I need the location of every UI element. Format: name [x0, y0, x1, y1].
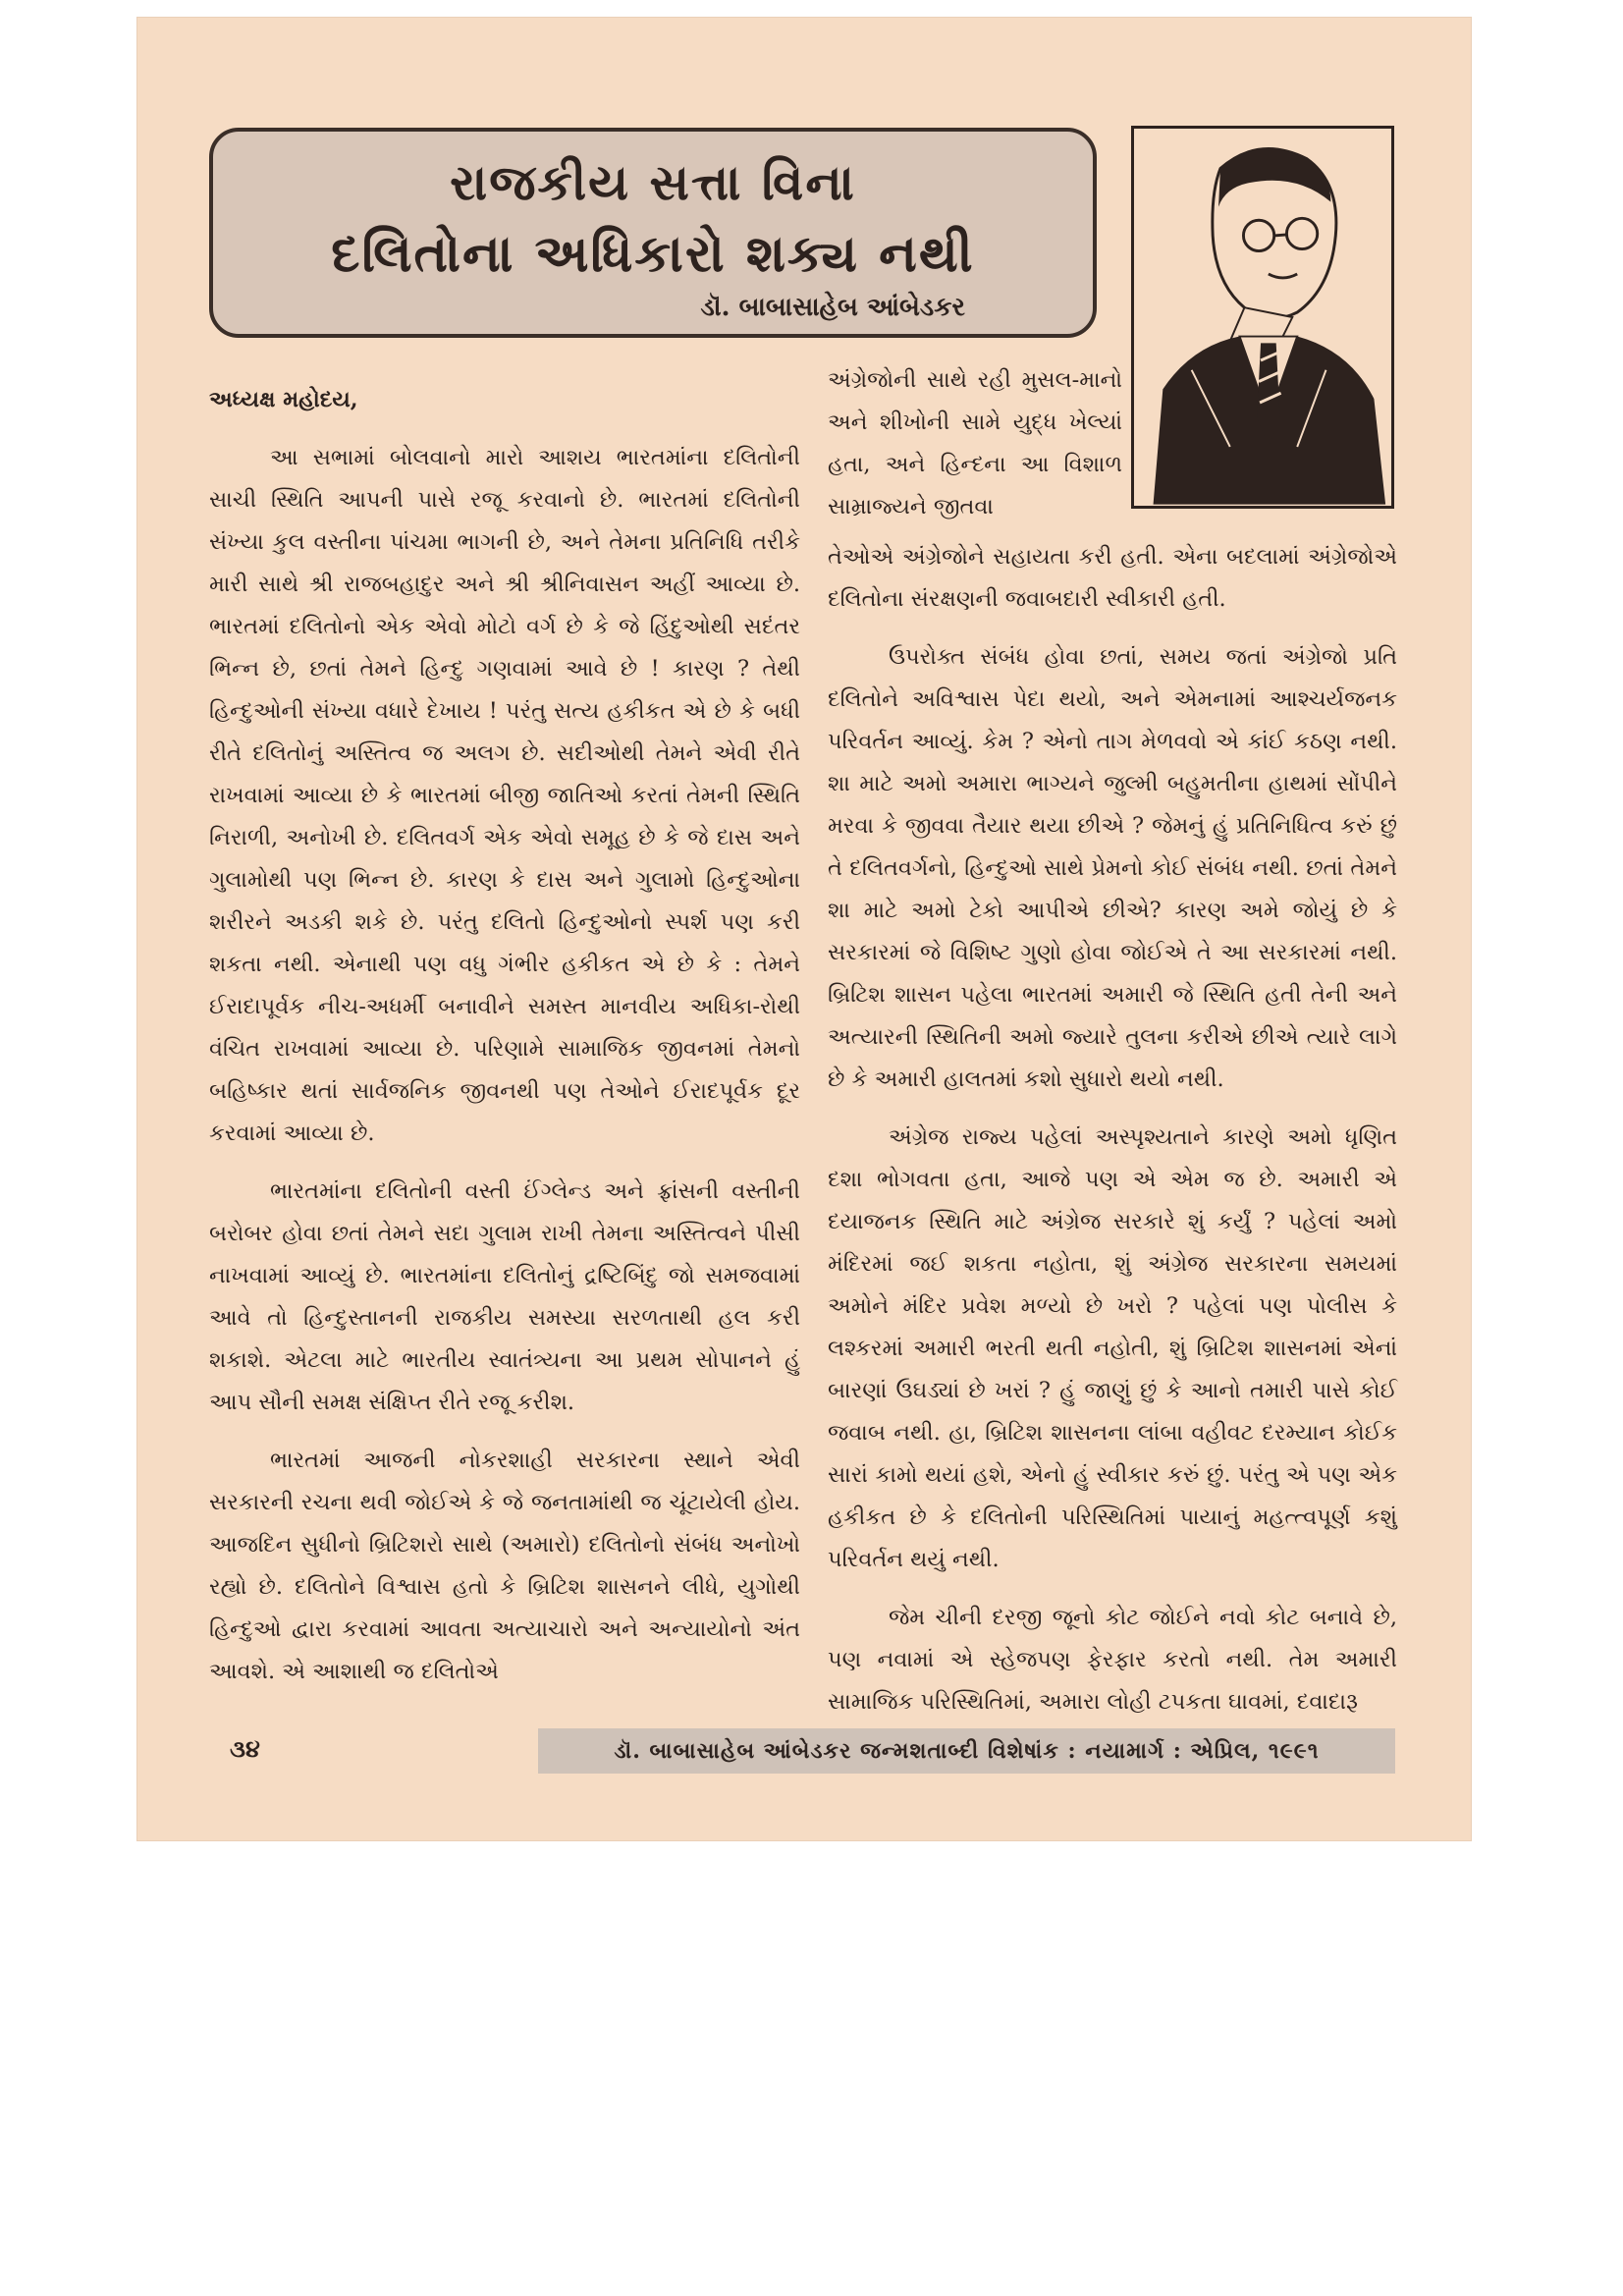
right-column-top — [828, 359, 1122, 528]
left-column — [209, 379, 800, 1693]
author-portrait — [1131, 126, 1394, 509]
title-box — [209, 128, 1097, 338]
title-line-1: રાજકીય સત્તા વિના — [450, 153, 856, 211]
paragraph: આ સભામાં બોલવાનો મારો આશય ભારતમાંના દલિતોની સાચી સ્થિતિ આપની પાસે રજૂ કરવાનો છે. ભારતમાં દલિતોની સંખ્યા કુલ વસ્તીના પાંચમા ભાગની છે, અને તેમના પ્રતિનિધિ તરીકે મારી સાથે શ્રી રાજબહાદુર અને શ્રી શ્રીનિવાસન અહીં આવ્યા છે. ભારતમાં દલિતોનો એક એવો મોટો વર્ગ છે કે જે હિંદુઓથી સદંતર ભિન્ન છે, છતાં તેમને હિન્દુ ગણવામાં આવે છે ! કારણ ? તેથી હિન્દુઓની સંખ્યા વધારે દેખાય ! પરંતુ સત્ય હકીકત એ છે કે બધી રીતે દલિતોનું અસ્તિત્વ જ અલગ છે. સદીઓથી તેમને એવી રીતે રાખવામાં આવ્યા છે કે ભારતમાં બીજી જાતિઓ કરતાં તેમની સ્થિતિ નિરાળી, અનોખી છે. દલિતવર્ગ એક એવો સમૂહ છે કે જે દાસ અને ગુલામોથી પણ ભિન્ન છે. કારણ કે દાસ અને ગુલામો હિન્દુઓના શરીરને અડકી શકે છે. પરંતુ દલિતો હિન્દુઓનો સ્પર્શ પણ કરી શકતા નથી. એનાથી પણ વધુ ગંભીર હકીકત એ છે કે : તેમને ઈરાદાપૂર્વક નીચ-અધર્મી બનાવીને સમસ્ત માનવીય અધિકા-રોથી વંચિત રાખવામાં આવ્યા છે. પરિણામે સામાજિક જીવનમાં તેમનો બહિષ્કાર થતાં સાર્વજનિક જીવનથી પણ તેઓને ઈરાદપૂર્વક દૂર કરવામાં આવ્યા છે. — [209, 445, 800, 1146]
paragraph: ભારતમાંના દલિતોની વસ્તી ઈંગ્લેન્ડ અને ફ્રાંસની વસ્તીની બરોબર હોવા છતાં તેમને સદા ગુલામ રાખી તેમના અસ્તિત્વને પીસી નાખવામાં આવ્યું છે. ભારતમાંના દલિતોનું દ્રષ્ટિબિંદુ જો સમજવામાં આવે તો હિન્દુસ્તાનની રાજકીય સમસ્યા સરળતાથી હલ કરી શકાશે. એટલા માટે ભારતીય સ્વાતંત્ર્યના આ પ્રથમ સોપાનને હું આપ સૌની સમક્ષ સંક્ષિપ્ત રીતે રજૂ કરીશ. — [209, 1178, 800, 1415]
paragraph: અંગ્રેજોની સાથે રહી મુસલ-માનો અને શીખોની સામે યુદ્ધ ખેલ્યાં હતા, અને હિન્દના આ વિશાળ સામ્રાજ્યને જીતવા — [828, 367, 1122, 519]
footer-banner: ડૉ. બાબાસાહેબ આંબેડકર જન્મશતાબ્દી વિશેષાંક : નયામાર્ગ : એપ્રિલ, ૧૯૯૧ — [538, 1728, 1395, 1774]
magazine-page — [137, 18, 1471, 1840]
paragraph: ઉપરોક્ત સંબંધ હોવા છતાં, સમય જતાં અંગ્રેજો પ્રતિ દલિતોને અવિશ્વાસ પેદા થયો, અને એમનામાં આશ્ચર્યજનક પરિવર્તન આવ્યું. કેમ ? એનો તાગ મેળવવો એ કાંઈ કઠણ નથી. શા માટે અમો અમારા ભાગ્યને જુલ્મી બહુમતીના હાથમાં સોંપીને મરવા કે જીવવા તૈયાર થયા છીએ ? જેમનું હું પ્રતિનિધિત્વ કરું છું તે દલિતવર્ગનો, હિન્દુઓ સાથે પ્રેમનો કોઈ સંબંધ નથી. છતાં તેમને શા માટે અમો ટેકો આપીએ છીએ? કારણ અમે જોયું છે કે સરકારમાં જે વિશિષ્ટ ગુણો હોવા જોઈએ તે આ સરકારમાં નથી. બ્રિટિશ શાસન પહેલા ભારતમાં અમારી જે સ્થિતિ હતી તેની અને અત્યારની સ્થિતિની અમો જ્યારે તુલના કરીએ છીએ ત્યારે લાગે છે કે અમારી હાલતમાં કશો સુધારો થયો નથી. — [828, 644, 1397, 1092]
salutation: અધ્યક્ષ મહોદય, — [209, 387, 358, 412]
paragraph: જેમ ચીની દરજી જૂનો કોટ જોઈને નવો કોટ બનાવે છે, પણ નવામાં એ સ્હેજપણ ફેરફાર કરતો નથી. તેમ અમારી સામાજિક પરિસ્થિતિમાં, અમારા લોહી ટપકતા ઘાવમાં, દવાદારૂ — [828, 1605, 1397, 1715]
author-byline: ડૉ. બાબાસાહેબ આંબેડકર — [700, 293, 965, 322]
title-line-2: દલિતોના અધિકારો શક્ય નથી — [331, 224, 975, 284]
page-number: ૩૪ — [230, 1734, 260, 1763]
portrait-illustration — [1134, 129, 1391, 506]
right-column — [828, 536, 1397, 1723]
paragraph: ભારતમાં આજની નોકરશાહી સરકારના સ્થાને એવી સરકારની રચના થવી જોઈએ કે જે જનતામાંથી જ ચૂંટાયેલી હોય. આજદિન સુધીનો બ્રિટિશરો સાથે (અમારો) દલિતોનો સંબંધ અનોખો રહ્યો છે. દલિતોને વિશ્વાસ હતો કે બ્રિટિશ શાસનને લીધે, યુગોથી હિન્દુઓ દ્વારા કરવામાં આવતા અત્યાચારો અને અન્યાયોનો અંત આવશે. એ આશાથી જ દલિતોએ — [209, 1448, 800, 1684]
paragraph: અંગ્રેજ રાજ્ય પહેલાં અસ્પૃશ્યતાને કારણે અમો ધૃણિત દશા ભોગવતા હતા, આજે પણ એ એમ જ છે. અમારી એ દયાજનક સ્થિતિ માટે અંગ્રેજ સરકારે શું કર્યું ? પહેલાં અમો મંદિરમાં જઈ શકતા નહોતા, શું અંગ્રેજ સરકારના સમયમાં અમોને મંદિર પ્રવેશ મળ્યો છે ખરો ? પહેલાં પણ પોલીસ કે લશ્કરમાં અમારી ભરતી થતી નહોતી, શું બ્રિટિશ શાસનમાં એનાં બારણાં ઉઘડ્યાં છે ખરાં ? હું જાણું છું કે આનો તમારી પાસે કોઈ જવાબ નથી. હા, બ્રિટિશ શાસનના લાંબા વહીવટ દરમ્યાન કોઈક સારાં કામો થયાં હશે, એનો હું સ્વીકાર કરું છું. પરંતુ એ પણ એક હકીકત છે કે દલિતોની પરિસ્થિતિમાં પાયાનું મહત્ત્વપૂર્ણ કશું પરિવર્તન થયું નથી. — [828, 1124, 1397, 1572]
paragraph: તેઓએ અંગ્રેજોને સહાયતા કરી હતી. એના બદલામાં અંગ્રેજોએ દલિતોના સંરક્ષણની જવાબદારી સ્વીકારી હતી. — [828, 544, 1397, 612]
